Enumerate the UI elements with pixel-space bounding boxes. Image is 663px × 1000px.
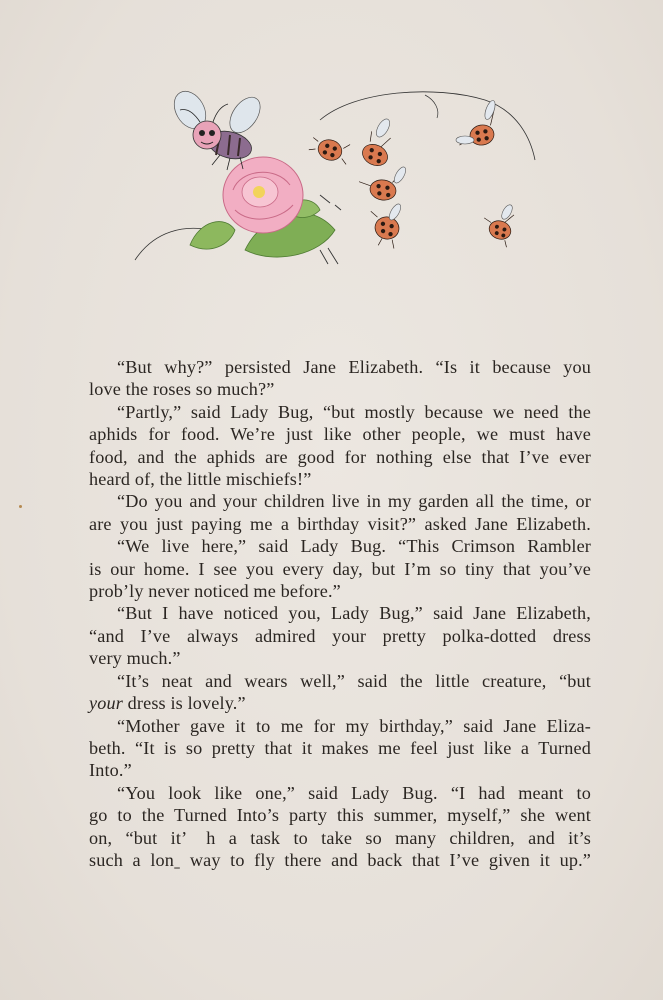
text-line: very much.” xyxy=(89,648,181,669)
text-line: on, “but it’ h a task to take so many children, and it’s xyxy=(89,827,591,848)
bee-icon xyxy=(168,86,266,170)
text-line: “Do you and your children live in my garden all the time, or xyxy=(117,491,591,512)
text-line: is our home. I see you every day, but I’m so tiny that you’ve xyxy=(89,558,591,579)
text-line: Into.” xyxy=(89,760,132,781)
text-fragment: dress is lovely.” xyxy=(127,693,246,714)
text-line: go to the Turned Into’s party this summer, myself,” she went xyxy=(89,805,591,826)
paper-speck xyxy=(19,505,22,508)
illustration-bee-ladybugs-rose xyxy=(125,80,545,280)
text-line: “Mother gave it to me for my birthday,” said Jane Eliza- xyxy=(117,715,591,736)
rose-icon xyxy=(223,157,303,233)
text-line: food, and the aphids are good for nothing else that I’ve ever xyxy=(89,446,591,467)
text-line: “But why?” persisted Jane Elizabeth. “Is it because you xyxy=(117,357,591,377)
text-line: “Partly,” said Lady Bug, “but mostly because we need the xyxy=(117,401,591,422)
text-line: love the roses so much?” xyxy=(89,379,275,400)
text-line: heard of, the little mischiefs!” xyxy=(89,469,312,490)
text-line: prob’ly never noticed me before.” xyxy=(89,581,341,602)
text-line: beth. “It is so pretty that it makes me feel just like a Turned xyxy=(89,737,591,758)
ladybug-icon xyxy=(308,111,518,250)
text-line: are you just paying me a birthday visit?” asked Jane Elizabeth. xyxy=(89,513,591,534)
italic-word: your xyxy=(89,693,123,714)
story-text xyxy=(89,356,591,871)
text-line: aphids for food. We’re just like other people, we must have xyxy=(89,424,591,445)
text-line: “It’s neat and wears well,” said the little creature, “but xyxy=(117,670,591,691)
text-line: “You look like one,” said Lady Bug. “I had meant to xyxy=(117,782,591,803)
wing-marks xyxy=(374,99,515,222)
text-line: “We live here,” said Lady Bug. “This Crimson Rambler xyxy=(117,536,591,557)
text-line: “and I’ve always admired your pretty polka-dotted dress xyxy=(89,625,591,646)
text-line: “But I have noticed you, Lady Bug,” said Jane Elizabeth, xyxy=(117,603,591,624)
text-line: such a lonˍ way to fly there and back that I’ve given it up.” xyxy=(89,849,591,870)
text-line-italic xyxy=(89,692,591,714)
